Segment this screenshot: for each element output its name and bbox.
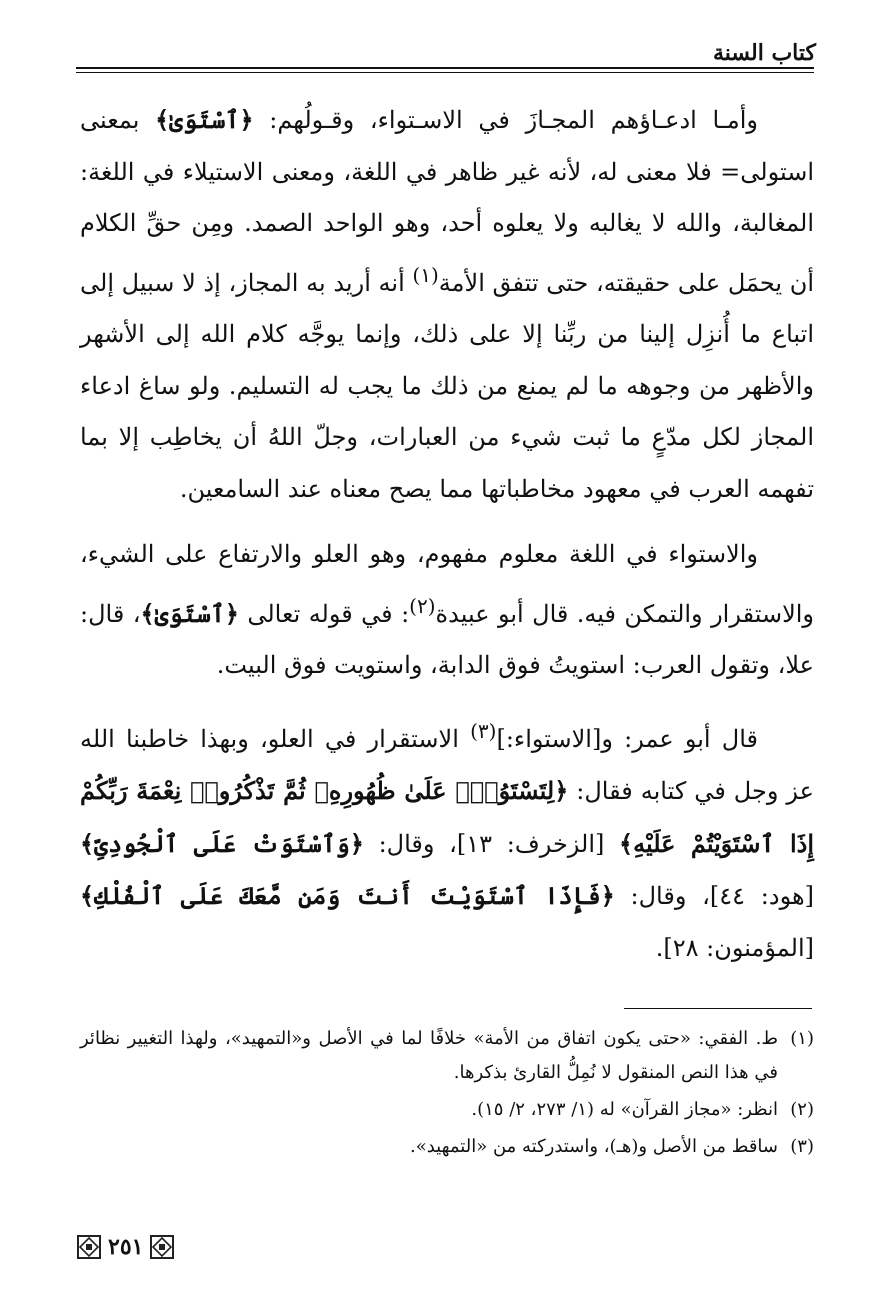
footnote-text: انظر: «مجاز القرآن» له (١/ ٢٧٣، ٢/ ١٥). — [471, 1099, 778, 1120]
main-text — [80, 94, 814, 974]
header-rule — [76, 67, 814, 69]
text-segment: أنه أريد به المجاز، إذ لا سبيل إلى اتباع ما أُنزِل إلينا من ربِّنا إلا على ذلك، وإنما يوجَّه كلام الله إلى الأشهر والأظهر من وجوهه ما لم يمنع من ذلك ما يجب له التسليم. ولو ساغ ادعاء المجاز لكل مدّعٍ ما ثبت شيء من العبارات، وجلّ اللهُ أن يخاطِب إلا بما تفهمه العرب في معهود مخاطباتها مما يصح معناه عند السامعين. — [80, 268, 814, 503]
ornament-icon — [149, 1234, 175, 1260]
quran-verse: ﴿فَإِذَا ٱسْتَوَيْتَ أَنتَ وَمَن مَّعَكَ عَلَى ٱلْفُلْكِ﴾ — [80, 881, 615, 910]
text-segment: : في قوله تعالى — [238, 599, 410, 628]
text-segment: قال أبو عمر: و[الاستواء:] — [496, 724, 759, 753]
footnote-number: (٣) — [790, 1136, 814, 1157]
footnote-marker: (٣) — [470, 718, 497, 743]
quran-verse: ﴿ٱسْتَوَىٰ﴾ — [140, 598, 239, 628]
page-number: ٢٥١ — [108, 1234, 144, 1260]
page-number-block — [76, 1234, 175, 1260]
footnote-separator — [624, 1008, 812, 1009]
quran-verse: ﴿لِتَسْتَوُۥا۟ عَلَىٰ ظُهُورِهِۦ ثُمَّ تَذْكُرُوا۟ نِعْمَةَ رَبِّكُمْ إِذَا ٱسْتَوَيْتُمْ عَلَيْهِ﴾ — [80, 776, 814, 858]
text-segment: [المؤمنون: ٢٨]. — [655, 933, 814, 962]
quran-verse: ﴿وَٱسْتَوَتْ عَلَى ٱلْجُودِىِّ﴾ — [80, 828, 364, 858]
text-segment: وأمـا ادعـاؤهم المجـازَ في الاسـتواء، وقـولُهم: — [253, 106, 758, 134]
text-segment: بمعنى استولى= فلا معنى له، لأنه غير ظاهر في اللغة، ومعنى الاستيلاء في اللغة: المغالبة، والله لا يغالبه ولا يعلوه أحد، وهو الواحد الصمد. ومِن حقِّ الكلام أن يحمَل على حقيقته، حتى تتفق الأمة — [80, 106, 815, 297]
footnote-text: ساقط من الأصل و(هـ)، واستدركته من «التمهيد». — [409, 1136, 778, 1157]
footnote-number: (١) — [790, 1028, 814, 1049]
footnote-marker: (٢) — [409, 593, 436, 618]
text-segment: والاستواء في اللغة معلوم مفهوم، وهو العلو والارتفاع على الشيء، والاستقرار والتمكن فيه. قال أبو عبيدة — [80, 540, 815, 628]
paragraph — [80, 94, 814, 515]
paragraph — [80, 529, 814, 692]
running-header-title: كتاب السنة — [712, 40, 816, 66]
text-segment: ، قال: علا، وتقول العرب: استويتُ فوق الدابة، واستويت فوق البيت. — [80, 599, 814, 679]
footnote-marker: (١) — [412, 262, 439, 287]
ornament-icon — [76, 1234, 102, 1260]
footnote — [80, 1093, 814, 1127]
quran-verse: ﴿ٱسْتَوَىٰ﴾ — [155, 105, 254, 134]
footnote-text: ط. الفقي: «حتى يكون اتفاق من الأمة» خلافًا لما في الأصل و«التمهيد»، ولهذا التغيير نظائر في هذا النص المنقول لا نُمِلُّ القارئ بذكرها. — [80, 1028, 778, 1083]
footnote-number: (٢) — [790, 1099, 814, 1120]
footnotes — [80, 1022, 814, 1167]
header-rule-thin — [76, 72, 814, 73]
text-segment: الاستقرار في العلو، وبهذا خاطبنا الله عز وجل في كتابه فقال: — [80, 724, 814, 805]
paragraph — [80, 706, 814, 975]
text-segment: [الزخرف: ١٣]، وقال: — [363, 829, 620, 858]
footnote — [80, 1130, 814, 1164]
footnote — [80, 1022, 814, 1090]
text-segment: [هود: ٤٤]، وقال: — [614, 882, 814, 910]
